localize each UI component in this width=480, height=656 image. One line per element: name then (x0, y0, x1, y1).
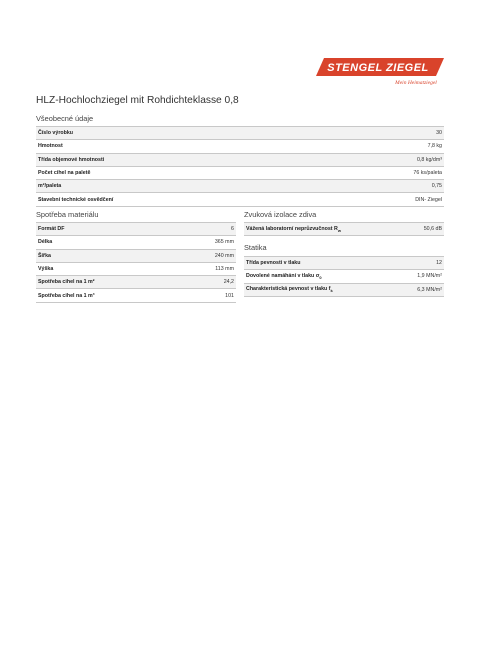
table-row (36, 289, 236, 302)
row-label: Počet cihel na paletě (38, 170, 91, 177)
section-statics-heading: Statika (244, 243, 267, 252)
row-value: DIN- Ziegel (415, 196, 442, 203)
stengel-ziegel-logo (316, 54, 446, 86)
row-value: 6 (231, 226, 234, 233)
table-row (36, 180, 444, 193)
row-label: Charakteristická pevnost v tlaku $f_k$ (246, 286, 333, 294)
material-table (36, 222, 236, 303)
row-value: 1,9 MN/m² (417, 273, 442, 280)
row-label: Dovolené namáhání v tlaku $\sigma_0$ (246, 272, 322, 280)
row-value: 365 mm (214, 239, 234, 246)
row-label: Spotřeba cihel na 1 m³ (38, 292, 95, 299)
table-row (36, 193, 444, 206)
row-value: 113 mm (215, 266, 234, 273)
svg-text:Mein Heimatziegel: Mein Heimatziegel (395, 80, 437, 86)
section-general-heading: Všeobecné údaje (36, 114, 94, 123)
row-label: Délka (38, 239, 53, 246)
table-row (244, 223, 444, 236)
row-value: 0,75 (431, 183, 442, 190)
page-title: HLZ-Hochlochziegel mit Rohdichteklasse 0,8 (36, 95, 239, 106)
table-row (36, 154, 444, 167)
row-label: Vážená laboratorní neprůzvučnost $R_w$ (246, 225, 341, 233)
row-label: Číslo výrobku (38, 130, 74, 137)
section-material-heading: Spotřeba materiálu (36, 210, 99, 219)
row-label: Výška (38, 266, 54, 273)
row-label: Třída pevnosti v tlaku (246, 259, 301, 266)
table-row (36, 236, 236, 249)
table-row (36, 127, 444, 140)
acoustic-table (244, 222, 444, 236)
row-value: 30 (436, 130, 442, 137)
table-row (36, 167, 444, 180)
svg-text:STENGEL ZIEGEL: STENGEL ZIEGEL (327, 62, 429, 74)
table-row (36, 263, 236, 276)
row-value: 7,8 kg (427, 143, 442, 150)
table-row (36, 223, 236, 236)
row-label: Šířka (38, 252, 51, 259)
row-label: Formát DF (38, 226, 65, 233)
row-label: Hmotnost (38, 143, 63, 150)
table-row (244, 257, 444, 270)
table-row (244, 270, 444, 283)
table-row (244, 284, 444, 297)
row-label: Spotřeba cihel na 1 m² (38, 279, 95, 286)
row-value: 0,8 kg/dm³ (416, 156, 442, 163)
statics-table (244, 256, 444, 297)
general-table (36, 126, 444, 207)
row-value: 12 (436, 260, 442, 267)
row-value: 24,2 (223, 279, 234, 286)
row-value: 76 ks/paleta (413, 170, 442, 177)
row-value: 240 mm (214, 252, 234, 259)
row-value: 50,6 dB (423, 226, 442, 233)
section-acoustic-heading: Zvuková izolace zdiva (244, 210, 317, 219)
row-label: m²/paleta (38, 183, 62, 190)
table-row (36, 276, 236, 289)
row-value: 6,3 MN/m² (417, 286, 442, 293)
table-row (36, 250, 236, 263)
table-row (36, 140, 444, 153)
row-value: 101 (225, 292, 234, 299)
row-label: Třída objemové hmotnosti (38, 156, 105, 163)
row-label: Stavební technické osvědčení (38, 196, 114, 203)
